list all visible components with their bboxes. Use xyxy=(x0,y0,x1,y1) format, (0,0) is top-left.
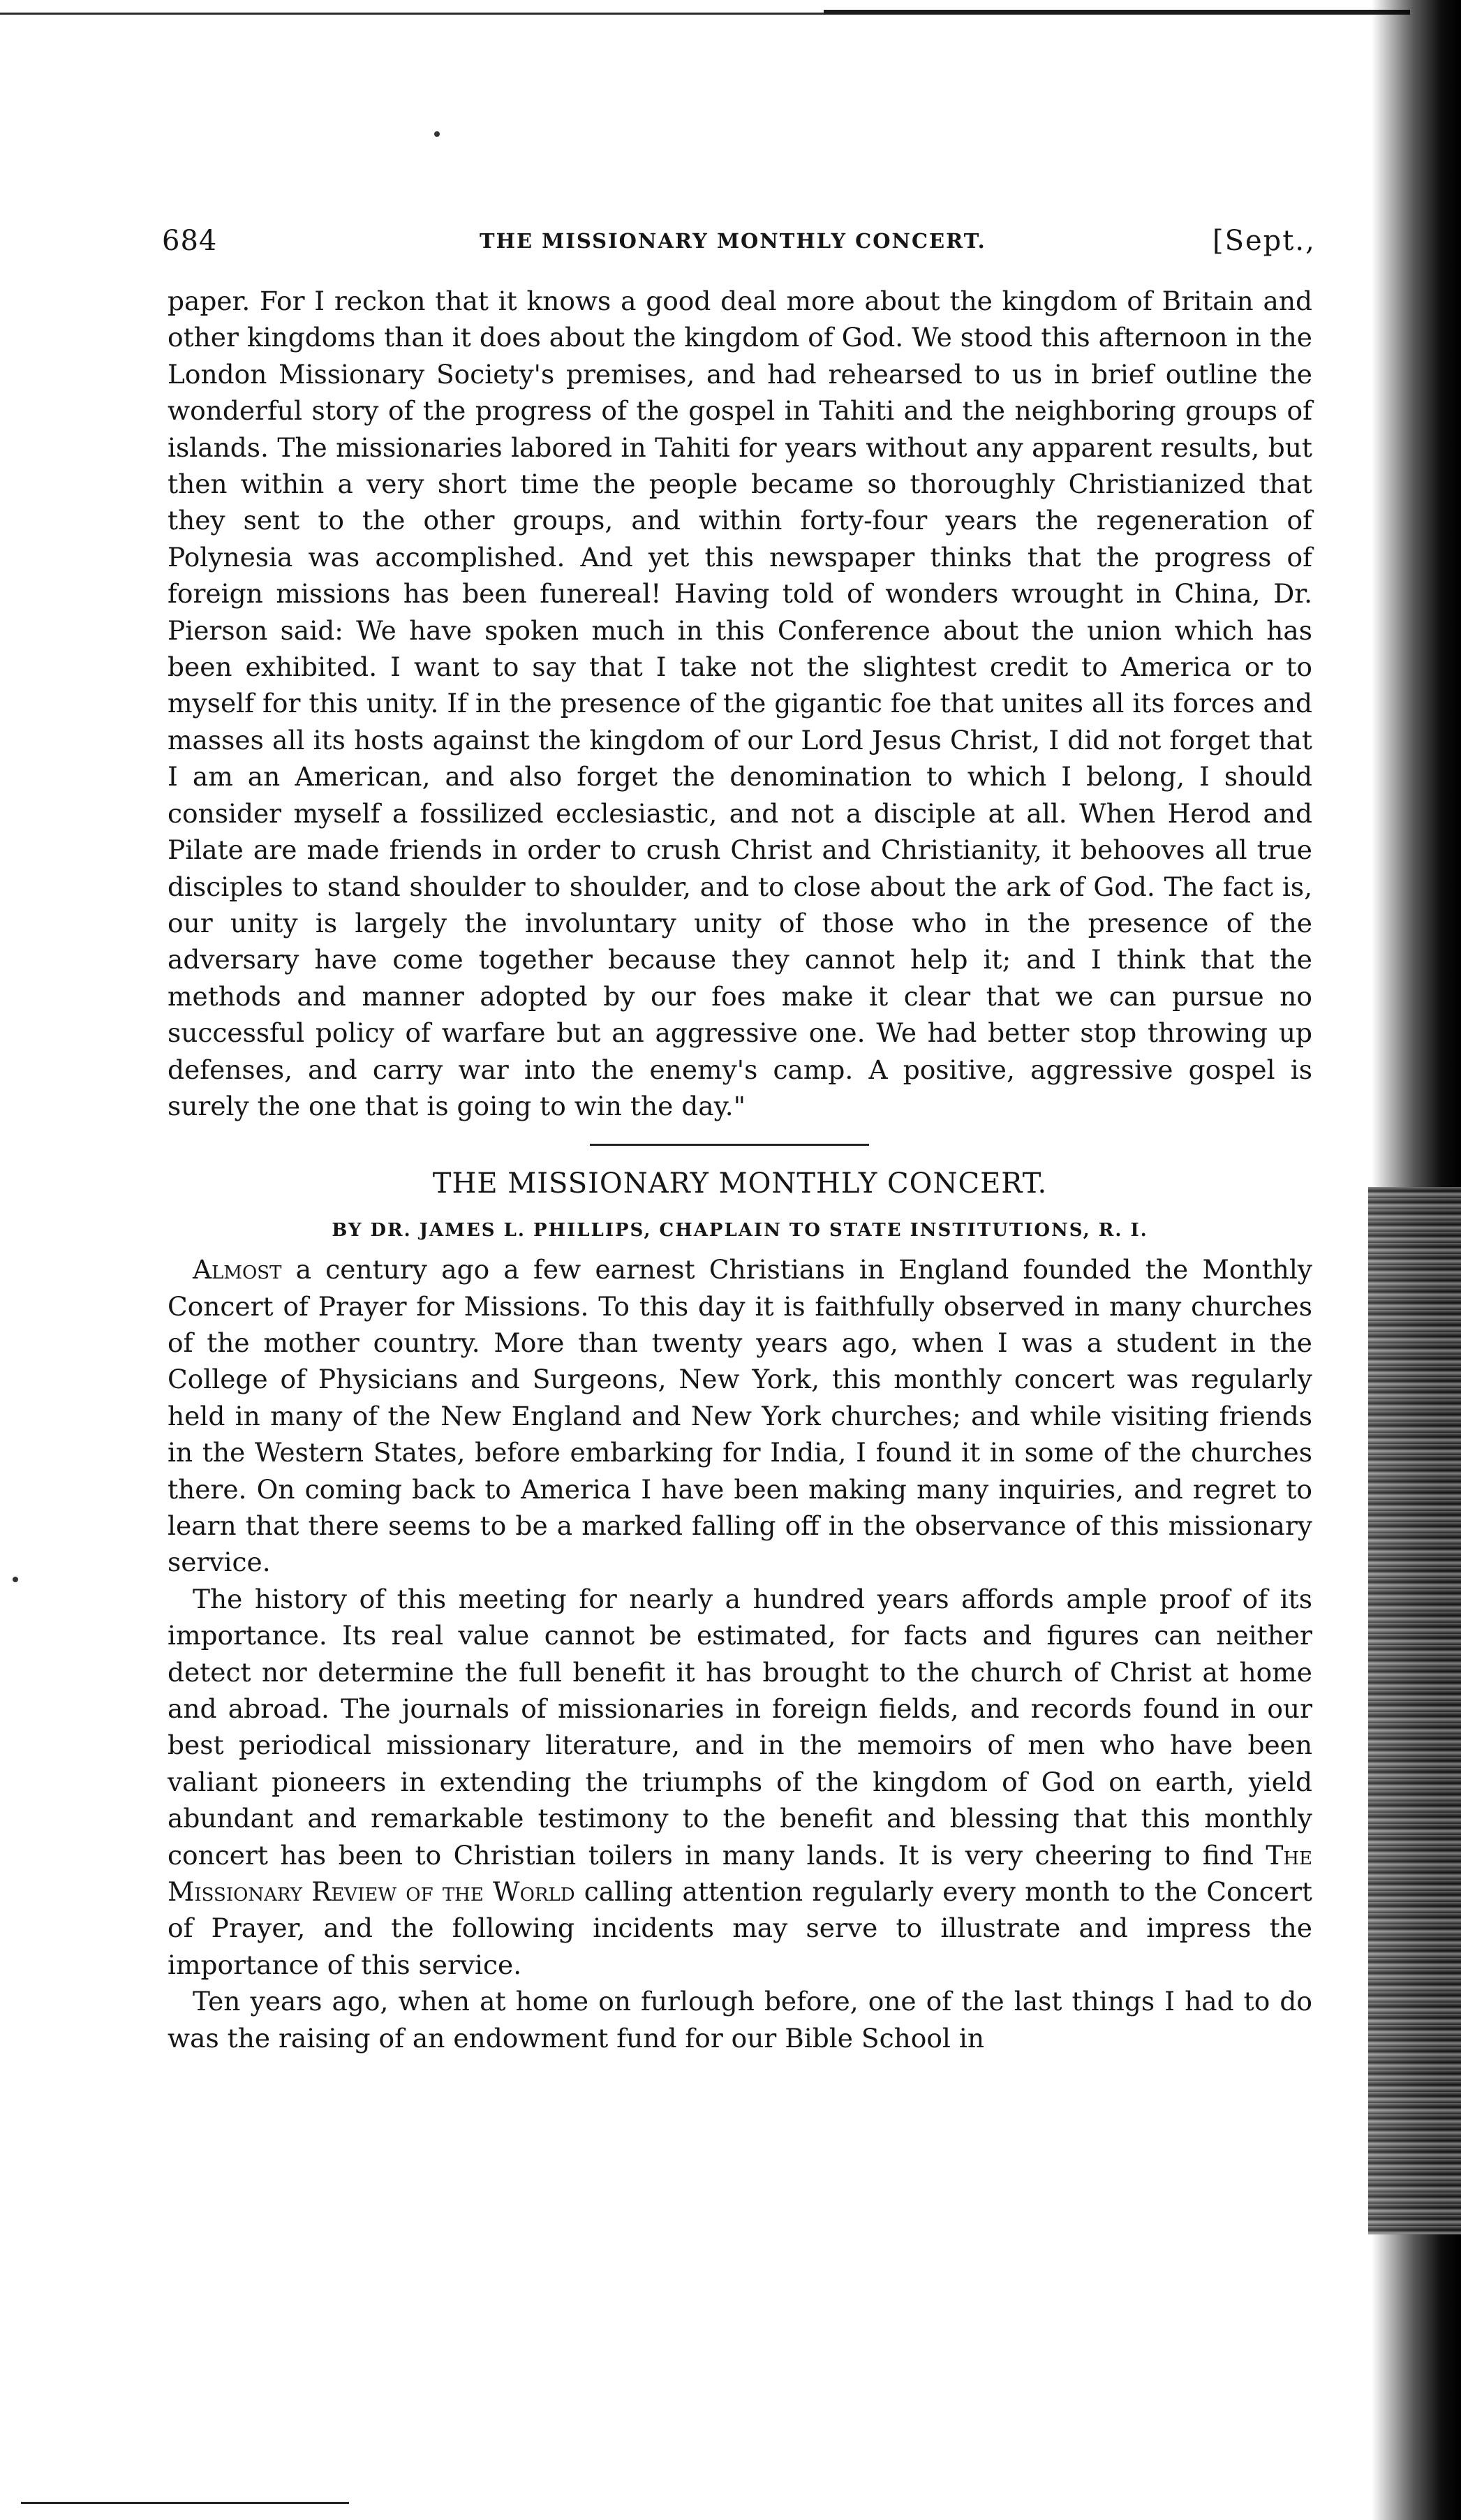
speck xyxy=(13,1577,18,1582)
paragraph-text: The history of this meeting for nearly a hundred years affords ample proof of its importance. Its real value cannot be estimated, for facts and figures can neither detect nor determine the full benefit it has brought to the church of Christ at home and abroad. The journals of missionaries in foreign fields, and records found in our best periodical missionary literature, and in the memoirs of men who have been valiant pioneers in extending the triumphs of the kingdom of God on earth, yield abundant and remarkable testimony to the benefit and blessing that this monthly concert has been to Christian toilers in many lands. It is very cheering to find xyxy=(168,1583,1312,1871)
article-paragraph-2 xyxy=(168,1581,1312,1983)
article-byline: BY DR. JAMES L. PHILLIPS, CHAPLAIN TO STATE INSTITUTIONS, R. I. xyxy=(332,1219,1148,1241)
journal-title: The Missionary Review of the World xyxy=(168,1839,1312,1908)
page-header xyxy=(162,225,1328,267)
paragraph-text: a century ago a few earnest Christians in England founded the Monthly Concert of Prayer for Missions. To this day it is faithfully observed in many churches of the mother country. More than twenty years ago, when I was a student in the College of Physicians and Surgeons, New York, this monthly concert was regularly held in many of the New England and New York churches; and while visiting friends in the Western States, before embarking for India, I found it in some of the churches there. On coming back to America I have been making many inquiries, and regret to learn that there seems to be a marked falling off in the observance of this missionary service. xyxy=(168,1254,1312,1578)
page-spine-texture xyxy=(1368,1187,1461,2234)
running-title: THE MISSIONARY MONTHLY CONCERT. xyxy=(480,229,986,253)
top-border-smudge xyxy=(824,10,1410,14)
bottom-border-rule xyxy=(21,2502,349,2504)
page-body xyxy=(168,283,1312,2056)
continued-paragraph: paper. For I reckon that it knows a good deal more about the kingdom of Britain and other kingdoms than it does about the kingdom of God. We stood this afternoon in the London Missionary Society's premises, and had rehearsed to us in brief outline the wonderful story of the progress of the gospel in Tahiti and the neighboring groups of islands. The missionaries labored in Tahiti for years without any apparent results, but then within a very short time the people became so thoroughly Christianized that they sent to the other groups, and within forty-four years the regeneration of Polynesia was accomplished. And yet this newspaper thinks that the progress of foreign missions has been funereal! Having told of wonders wrought in China, Dr. Pierson said: We have spoken much in this Conference about the union which has been exhibited. I want to say that I take not the slightest credit to America or to myself for this unity. If in the presence of the gigantic foe that unites all its forces and masses all its hosts against the kingdom of our Lord Jesus Christ, I did not forget that I am an American, and also forget the denomination to which I belong, I should consider myself a fossilized ecclesiastic, and not a disciple at all. When Herod and Pilate are made friends in order to crush Christ and Christianity, it behooves all true disciples to stand shoulder to shoulder, and to close about the ark of God. The fact is, our unity is largely the involuntary unity of those who in the presence of the adversary have come together because they cannot help it; and I think that the methods and manner adopted by our foes make it clear that we can pursue no successful policy of warfare but an aggressive one. We had better stop throwing up defenses, and carry war into the enemy's camp. A positive, aggressive gospel is surely the one that is going to win the day." xyxy=(168,286,1312,1121)
page-number: 684 xyxy=(162,225,218,257)
speck xyxy=(434,131,440,137)
drop-lead-word: Almost xyxy=(193,1254,282,1285)
paragraph-text: calling attention regularly every month to the Concert of Prayer, and the following incidents may serve to illustrate and impress the importance of this service. xyxy=(168,1876,1312,1980)
article-paragraph-3: Ten years ago, when at home on furlough before, one of the last things I had to do was the raising of an endowment fund for our Bible School in xyxy=(168,1986,1312,2054)
running-date: [Sept., xyxy=(1212,225,1316,257)
article-title: THE MISSIONARY MONTHLY CONCERT. xyxy=(432,1167,1048,1200)
section-separator xyxy=(590,1144,869,1146)
article-paragraph-1 xyxy=(168,1251,1312,1581)
